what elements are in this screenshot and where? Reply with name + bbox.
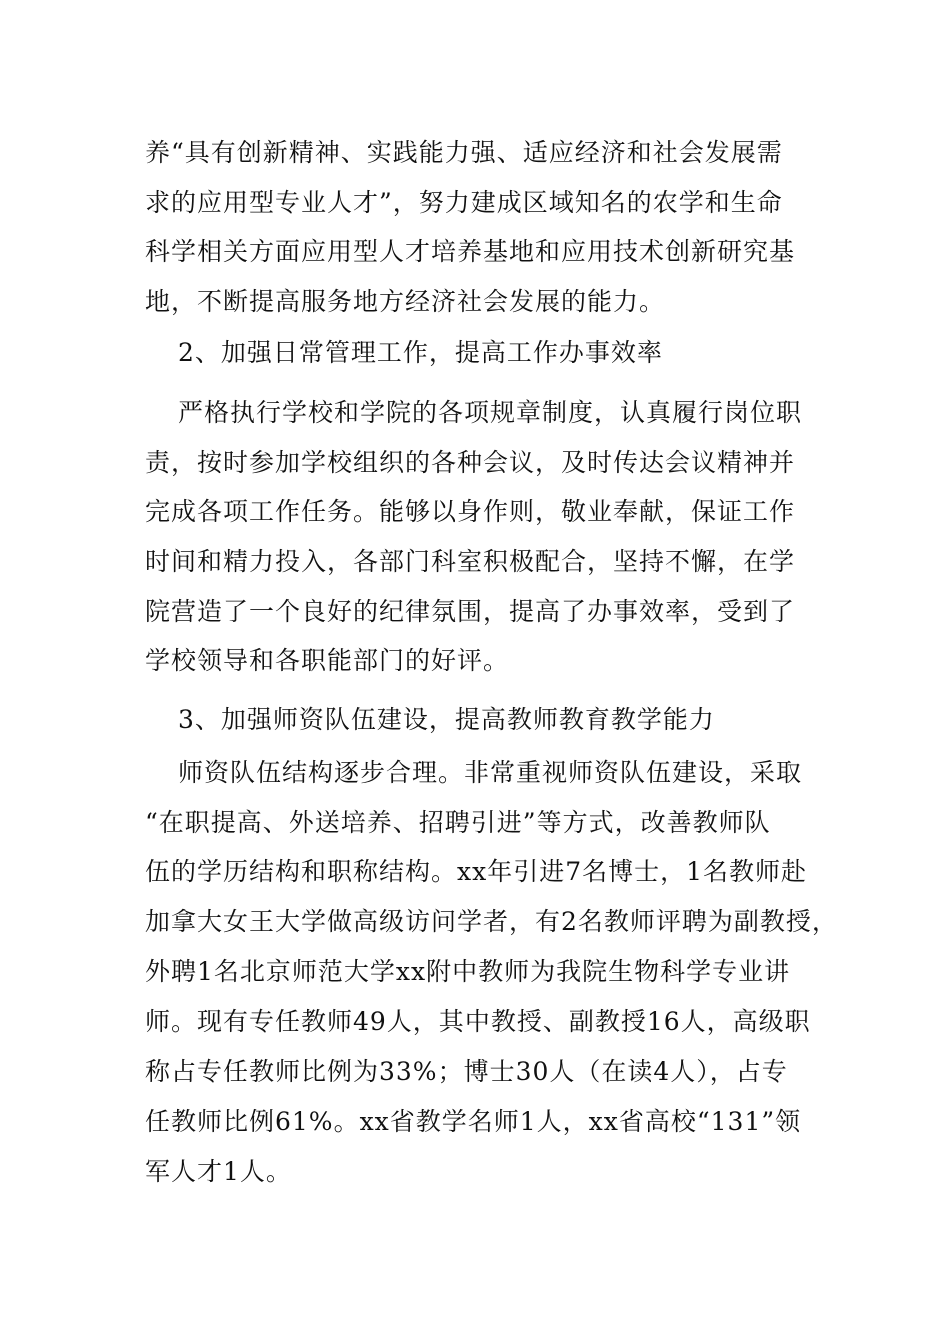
- text-line: 养“具有创新精神、实践能力强、适应经济和社会发展需: [145, 138, 783, 167]
- text-line: 军人才1人。: [145, 1157, 292, 1186]
- text-line: 师。现有专任教师49人，其中教授、副教授16人，高级职: [145, 1007, 811, 1036]
- text-line: 学校领导和各职能部门的好评。: [145, 646, 510, 675]
- text-line: 师资队伍结构逐步合理。非常重视师资队伍建设，采取: [178, 758, 803, 787]
- text-line: 院营造了一个良好的纪律氛围，提高了办事效率，受到了: [145, 597, 796, 626]
- text-line: 地，不断提高服务地方经济社会发展的能力。: [145, 287, 666, 316]
- text-line: 责，按时参加学校组织的各种会议，及时传达会议精神并: [145, 448, 796, 477]
- text-line: 严格执行学校和学院的各项规章制度，认真履行岗位职: [178, 398, 803, 427]
- section-heading: 3、加强师资队伍建设，提高教师教育教学能力: [178, 705, 715, 734]
- text-line: 伍的学历结构和职称结构。xx年引进7名博士，1名教师赴: [145, 857, 808, 886]
- text-line: 加拿大女王大学做高级访问学者，有2名教师评聘为副教授，: [145, 907, 838, 936]
- text-line: 求的应用型专业人才”，努力建成区域知名的农学和生命: [145, 188, 783, 217]
- text-line: “在职提高、外送培养、招聘引进”等方式，改善教师队: [145, 808, 771, 837]
- section-heading: 2、加强日常管理工作，提高工作办事效率: [178, 338, 663, 367]
- text-line: 外聘1名北京师范大学xx附中教师为我院生物科学专业讲: [145, 957, 791, 986]
- text-line: 完成各项工作任务。能够以身作则，敬业奉献，保证工作: [145, 497, 796, 526]
- text-line: 科学相关方面应用型人才培养基地和应用技术创新研究基: [145, 237, 796, 266]
- text-line: 任教师比例61%。xx省教学名师1人，xx省高校“131”领: [145, 1107, 802, 1136]
- text-line: 称占专任教师比例为33%；博士30人（在读4人），占专: [145, 1057, 788, 1086]
- text-line: 时间和精力投入，各部门科室积极配合，坚持不懈，在学: [145, 547, 796, 576]
